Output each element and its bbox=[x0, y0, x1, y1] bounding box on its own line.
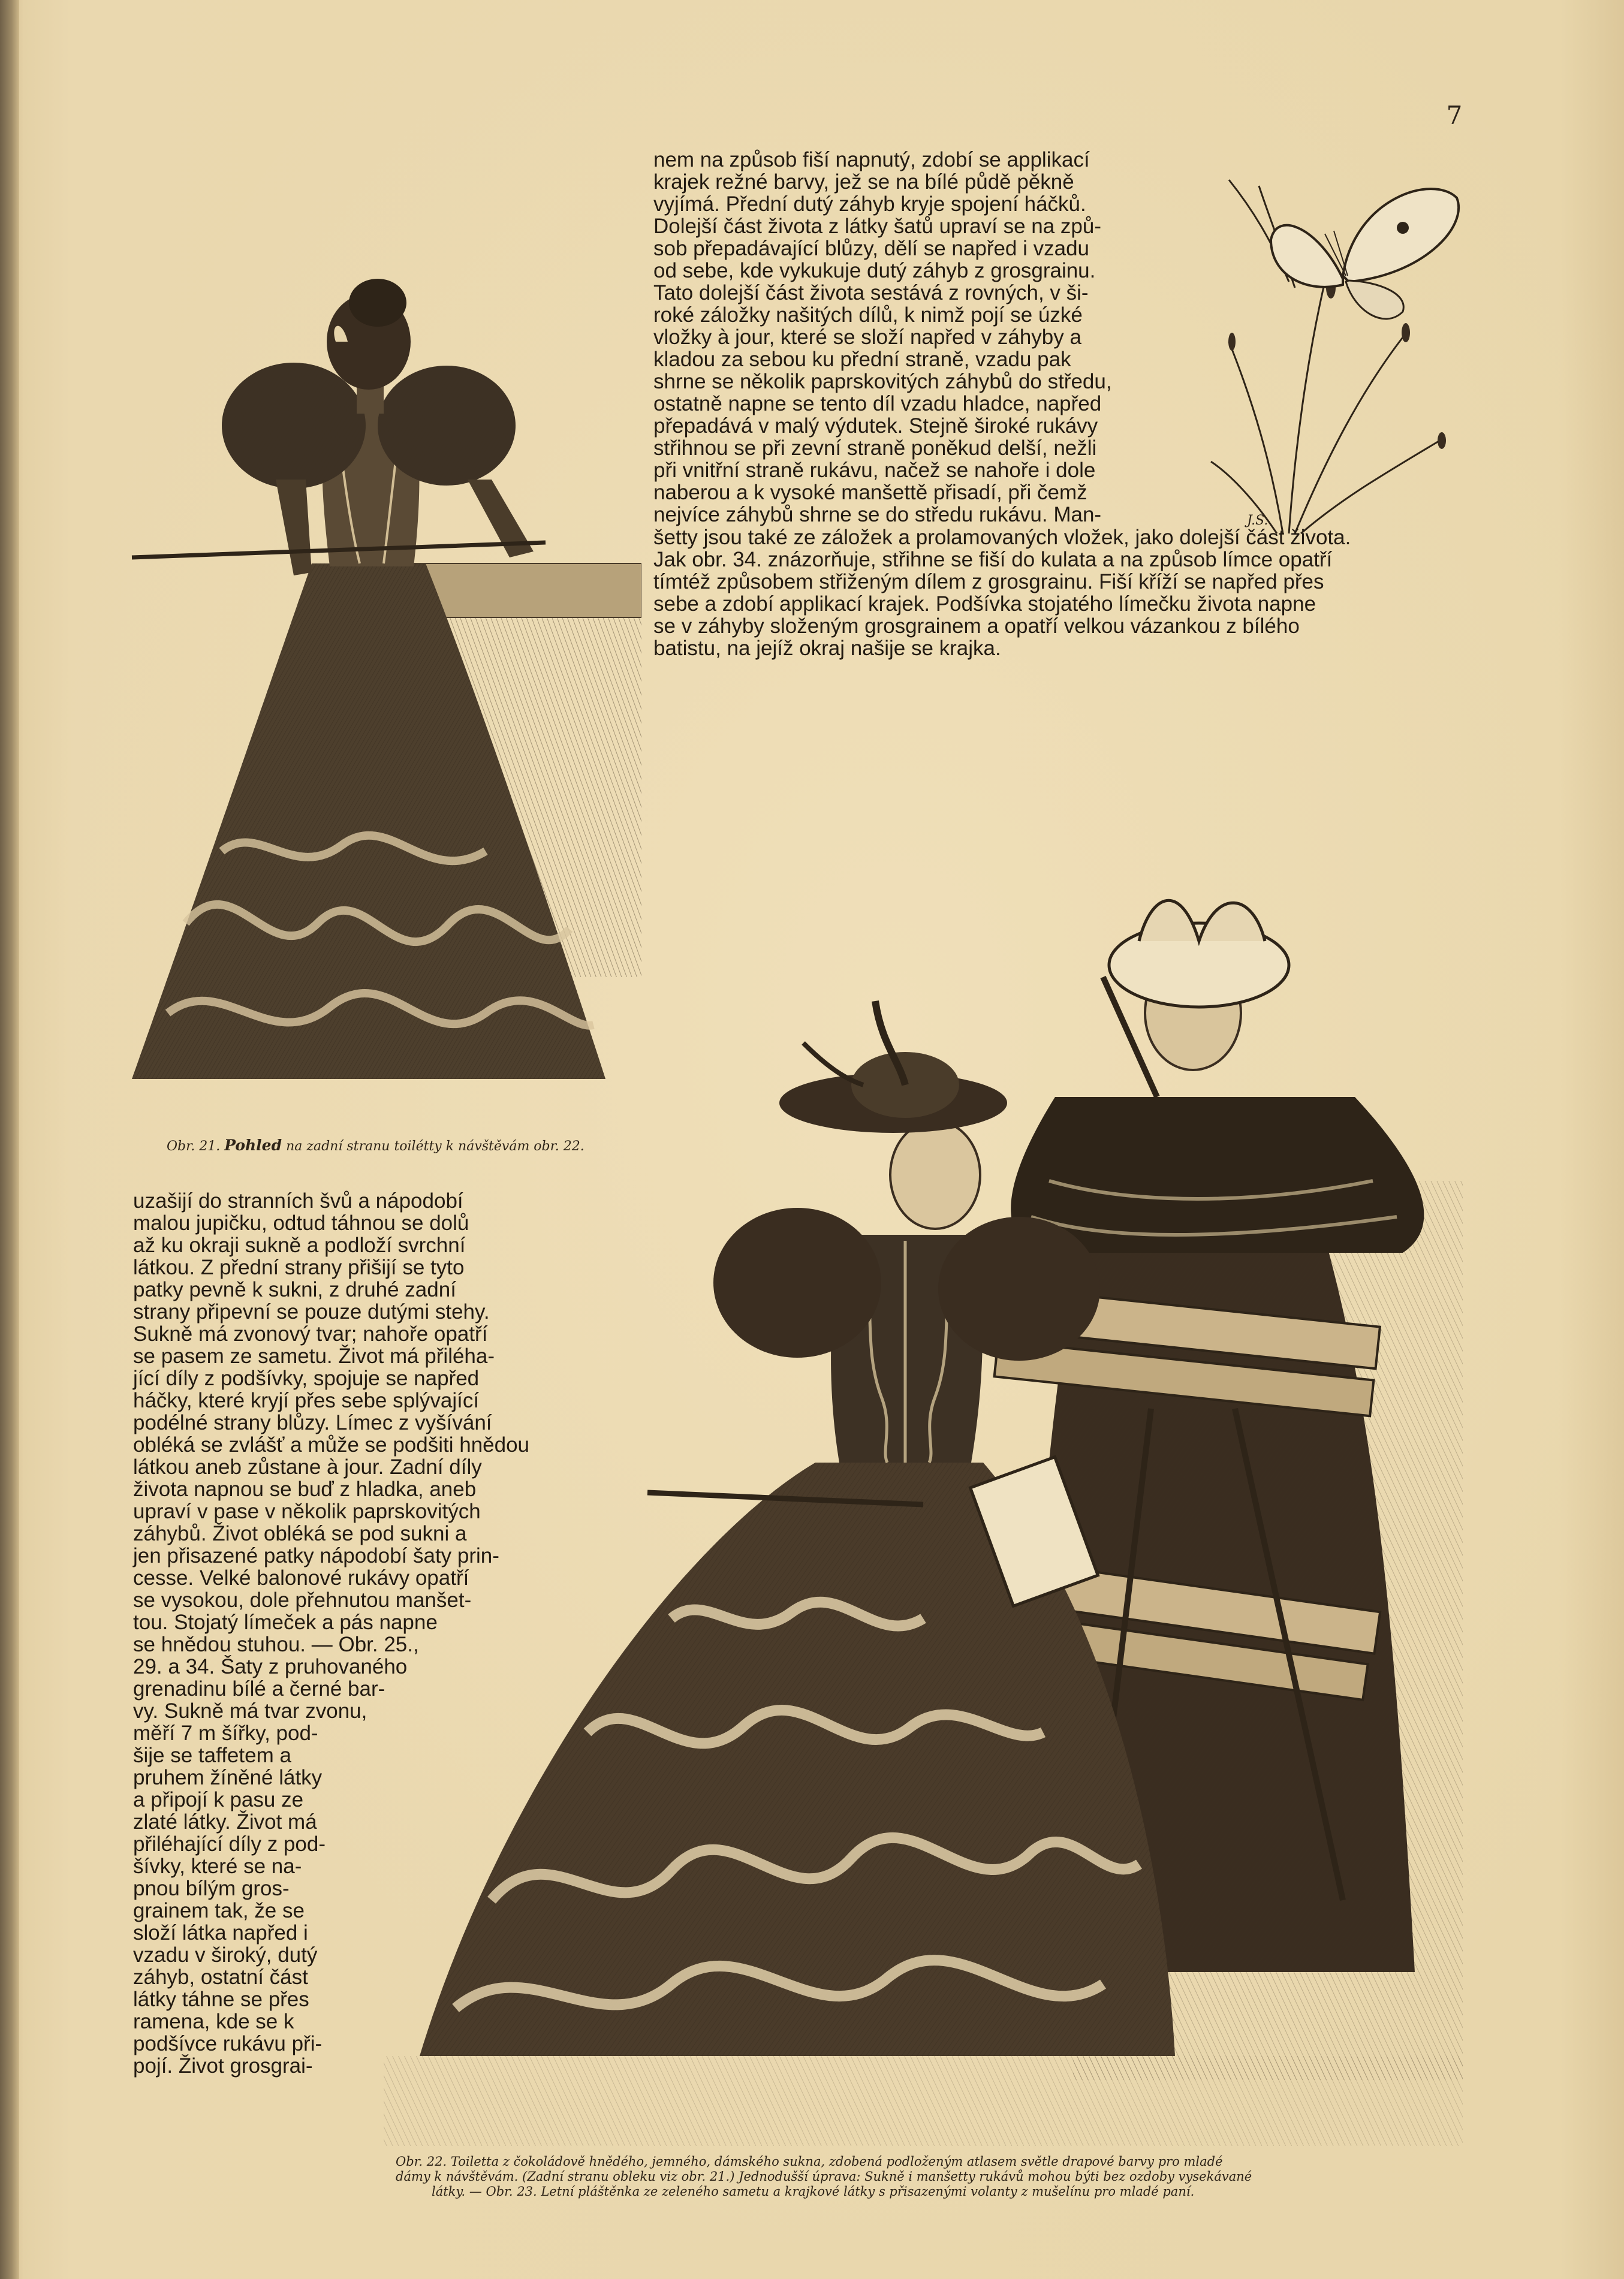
paragraph: uzašijí do stranních švů a nápodobí malou jupičku, odtud táhnou se dolů až ku okraji sukně a podloží svrchní látkou. Z přední strany přišijí se tyto patky pevně k sukni, z druhé zadní strany připevní se pouze dutými stehy. Sukně má zvonový tvar; nahoře opatří se pasem ze sametu. Život má přiléha- jící díly z podšívky, spojuje se napřed háčky, které kryjí přes sebe splývající podélné strany blůzy. Límec z vyšívání obléká se zvlášť a může se podšiti hnědou látkou aneb zůstane à jour. Zadní díly života napnou se buď z hladka, aneb upraví v pase v několik paprskovitých záhybů. Život obléká se pod sukni a jen přisazené patky nápodobí šaty prin- cesse. Velké balonové rukávy opatří se vysokou, dole přehnutou manšet- tou. Stojatý límeček a pás napne se hnědou stuhou. — Obr. 25., 29. a 34. Šaty z pruhovaného grenadinu bílé a černé bar- vy. Sukně má tvar zvonu, měří 7 m šířky, pod- šije se taffetem a pruhem žíněné látky a připojí k pasu ze zlaté látky. Život má přiléhající díly z pod- šívky, které se na- pnou bílým gros- grainem tak, že se složí látka napřed i vzadu v široký, dutý záhyb, ostatní část látky táhne se přes ramena, kde se k podšívce rukávu při- pojí. Život grosgrai- bbox=[133, 1189, 530, 2078]
butterfly-grass-vignette-icon bbox=[1205, 162, 1469, 545]
paragraph: šetty jsou také ze záložek a prolamovaných vložek, jako dolejší část života. Jak obr. 34. znázorňuje, střihne se fiší do kulata a na způsob límce opatří tímtéž způsobem střiženým dílem z grosgrainu. Fiší kříží se napřed přes sebe a zdobí applikací krajek. Podšívka stojatého límečku života napne se v záhyby složeným grosgrainem a opatří velkou vázankou z bílého batistu, na jejíž okraj našije se krajka. bbox=[653, 526, 1351, 660]
butterfly-vignette bbox=[1205, 162, 1469, 545]
caption-figure-21-prefix: Obr. 21. bbox=[167, 1139, 221, 1154]
caption-line: Obr. 22. Toiletta z čokoládově hnědého, jemného, dámského sukna, zdobená podloženým atlasem světle drapové barvy pro mladé bbox=[396, 2154, 1223, 2169]
caption-figure-22-23 bbox=[396, 2154, 1469, 2199]
caption-line: látky. — Obr. 23. Letní pláštěnka ze zeleného sametu a krajkové látky s přisazenými volanty z mušelínu pro mladé paní. bbox=[432, 2184, 1195, 2199]
page-number: 7 bbox=[1446, 101, 1463, 130]
vignette-signature: J.S. bbox=[1247, 513, 1269, 528]
paragraph: nem na způsob fiší napnutý, zdobí se applikací krajek režné barvy, jež se na bílé půdě pěkně vyjímá. Přední dutý záhyb kryje spojení háčků. Dolejší část života z látky šatů upraví se na způ- sob přepadávající blůzy, dělí se napřed i vzadu od sebe, kde vykukuje dutý záhyb z grosgrainu. Tato dolejší část života sestává z rovných, v ši- roké záložky našitých dílů, k nimž pojí se úzké vložky à jour, které se složí napřed v záhyby a kladou za sebou ku přední straně, vzadu pak shrne se několik paprskovitých záhybů do středu, ostatně napne se tento díl vzadu hladce, napřed přepadává v malý výdutek. Stejně široké rukávy střihnou se při zevní straně poněkud delší, nežli při vnitřní straně rukávu, načež se nahoře i dole naberou a k vysoké manšettě přisadí, při čemž nejvíce záhybů shrne se do středu rukávu. Man- bbox=[653, 148, 1112, 526]
article-text-top-wide bbox=[653, 526, 1481, 659]
book-spine bbox=[0, 0, 19, 2279]
caption-line: dámy k návštěvám. (Zadní stranu obleku viz obr. 21.) Jednodušší úprava: Sukně i manšetty rukávů mohou býti bez ozdoby vysekávané bbox=[396, 2169, 1252, 2184]
caption-figure-21-title: Pohled bbox=[224, 1137, 282, 1154]
figure-22-23-illustration bbox=[384, 761, 1463, 2146]
caption-figure-21-text: na zadní stranu toilétty k návštěvám obr. 22. bbox=[286, 1139, 584, 1154]
two-women-bench-engraving-icon bbox=[384, 761, 1463, 2146]
article-text-top-right bbox=[653, 149, 1187, 526]
